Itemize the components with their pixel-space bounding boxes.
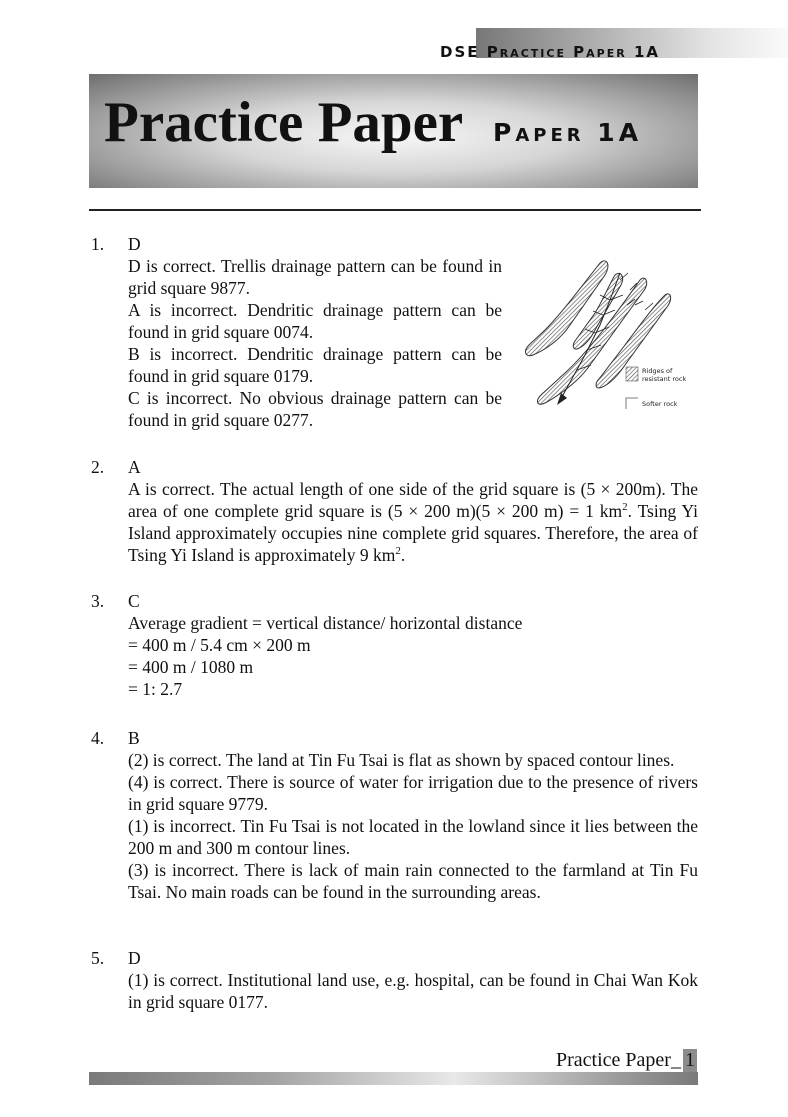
- legend-ridges-label-2: resistant rock: [642, 375, 687, 383]
- question-number: 2.: [91, 457, 105, 477]
- question-answer: A: [128, 457, 141, 477]
- legend-ridges-label: Ridges of: [642, 367, 673, 375]
- footer-band: [89, 1072, 698, 1085]
- legend-ridges-swatch: [626, 367, 638, 381]
- explanation-line: B is incorrect. Dendritic drainage pattern can be found in grid square 0179.: [128, 344, 502, 386]
- question-number: 4.: [91, 728, 105, 748]
- question-explanation: [128, 478, 698, 566]
- explanation-line: (1) is correct. Institutional land use, e.g. hospital, can be found in Chai Wan Kok in grid square 0177.: [128, 970, 698, 1012]
- running-header: DSE Practice Paper 1A: [440, 43, 660, 61]
- footer-label: Practice Paper_: [556, 1049, 681, 1071]
- trellis-drainage-diagram: [515, 255, 695, 415]
- title-banner: [89, 74, 698, 188]
- explanation-paragraph: A is correct. The actual length of one side of the grid square is (5 × 200m). The area of one complete grid square is (5 × 200 m)(5 × 200 m) = 1 $km^2$. Tsing Yi Island approximately occupies nine complete grid squares. Therefore, the area of Tsing Yi Island is approximately 9 $km^2$.: [128, 479, 698, 565]
- question-explanation: [128, 969, 698, 1013]
- question-answer: D: [128, 948, 141, 968]
- explanation-line: C is incorrect. No obvious drainage pattern can be found in grid square 0277.: [128, 388, 502, 430]
- explanation-line: (3) is incorrect. There is lack of main rain connected to the farmland at Tin Fu Tsai. No main roads can be found in the surrounding areas.: [128, 860, 698, 902]
- calc-line: = 400 m / 1080 m: [128, 657, 254, 677]
- question-number: 5.: [91, 948, 105, 968]
- calc-line: Average gradient = vertical distance/ horizontal distance: [128, 613, 523, 633]
- calc-line: = 400 m / 5.4 cm × 200 m: [128, 635, 311, 655]
- legend-softer-swatch: [626, 398, 638, 409]
- question-answer: C: [128, 591, 140, 611]
- title-rule: [89, 209, 701, 211]
- question-number: 1.: [91, 234, 105, 254]
- legend-softer-label: Softer rock: [642, 400, 678, 408]
- explanation-line: A is incorrect. Dendritic drainage pattern can be found in grid square 0074.: [128, 300, 502, 342]
- gradient-calculation: [128, 612, 698, 700]
- page-number: 1: [684, 1049, 695, 1071]
- page-title: Practice Paper: [104, 91, 464, 154]
- explanation-line: (2) is correct. The land at Tin Fu Tsai is flat as shown by spaced contour lines.: [128, 750, 675, 770]
- calc-line: = 1: 2.7: [128, 679, 183, 699]
- paper-subtitle: Paper 1A: [493, 118, 643, 147]
- explanation-line: (4) is correct. There is source of water for irrigation due to the presence of rivers in grid square 9779.: [128, 772, 698, 814]
- explanation-line: D is correct. Trellis drainage pattern can be found in grid square 9877.: [128, 256, 502, 298]
- explanation-line: (1) is incorrect. Tin Fu Tsai is not located in the lowland since it lies between the 200 m and 300 m contour lines.: [128, 816, 698, 858]
- question-answer: D: [128, 234, 141, 254]
- question-explanation: [128, 255, 502, 431]
- question-answer: B: [128, 728, 140, 748]
- page-footer: [556, 1049, 697, 1072]
- question-number: 3.: [91, 591, 105, 611]
- question-explanation: [128, 749, 698, 903]
